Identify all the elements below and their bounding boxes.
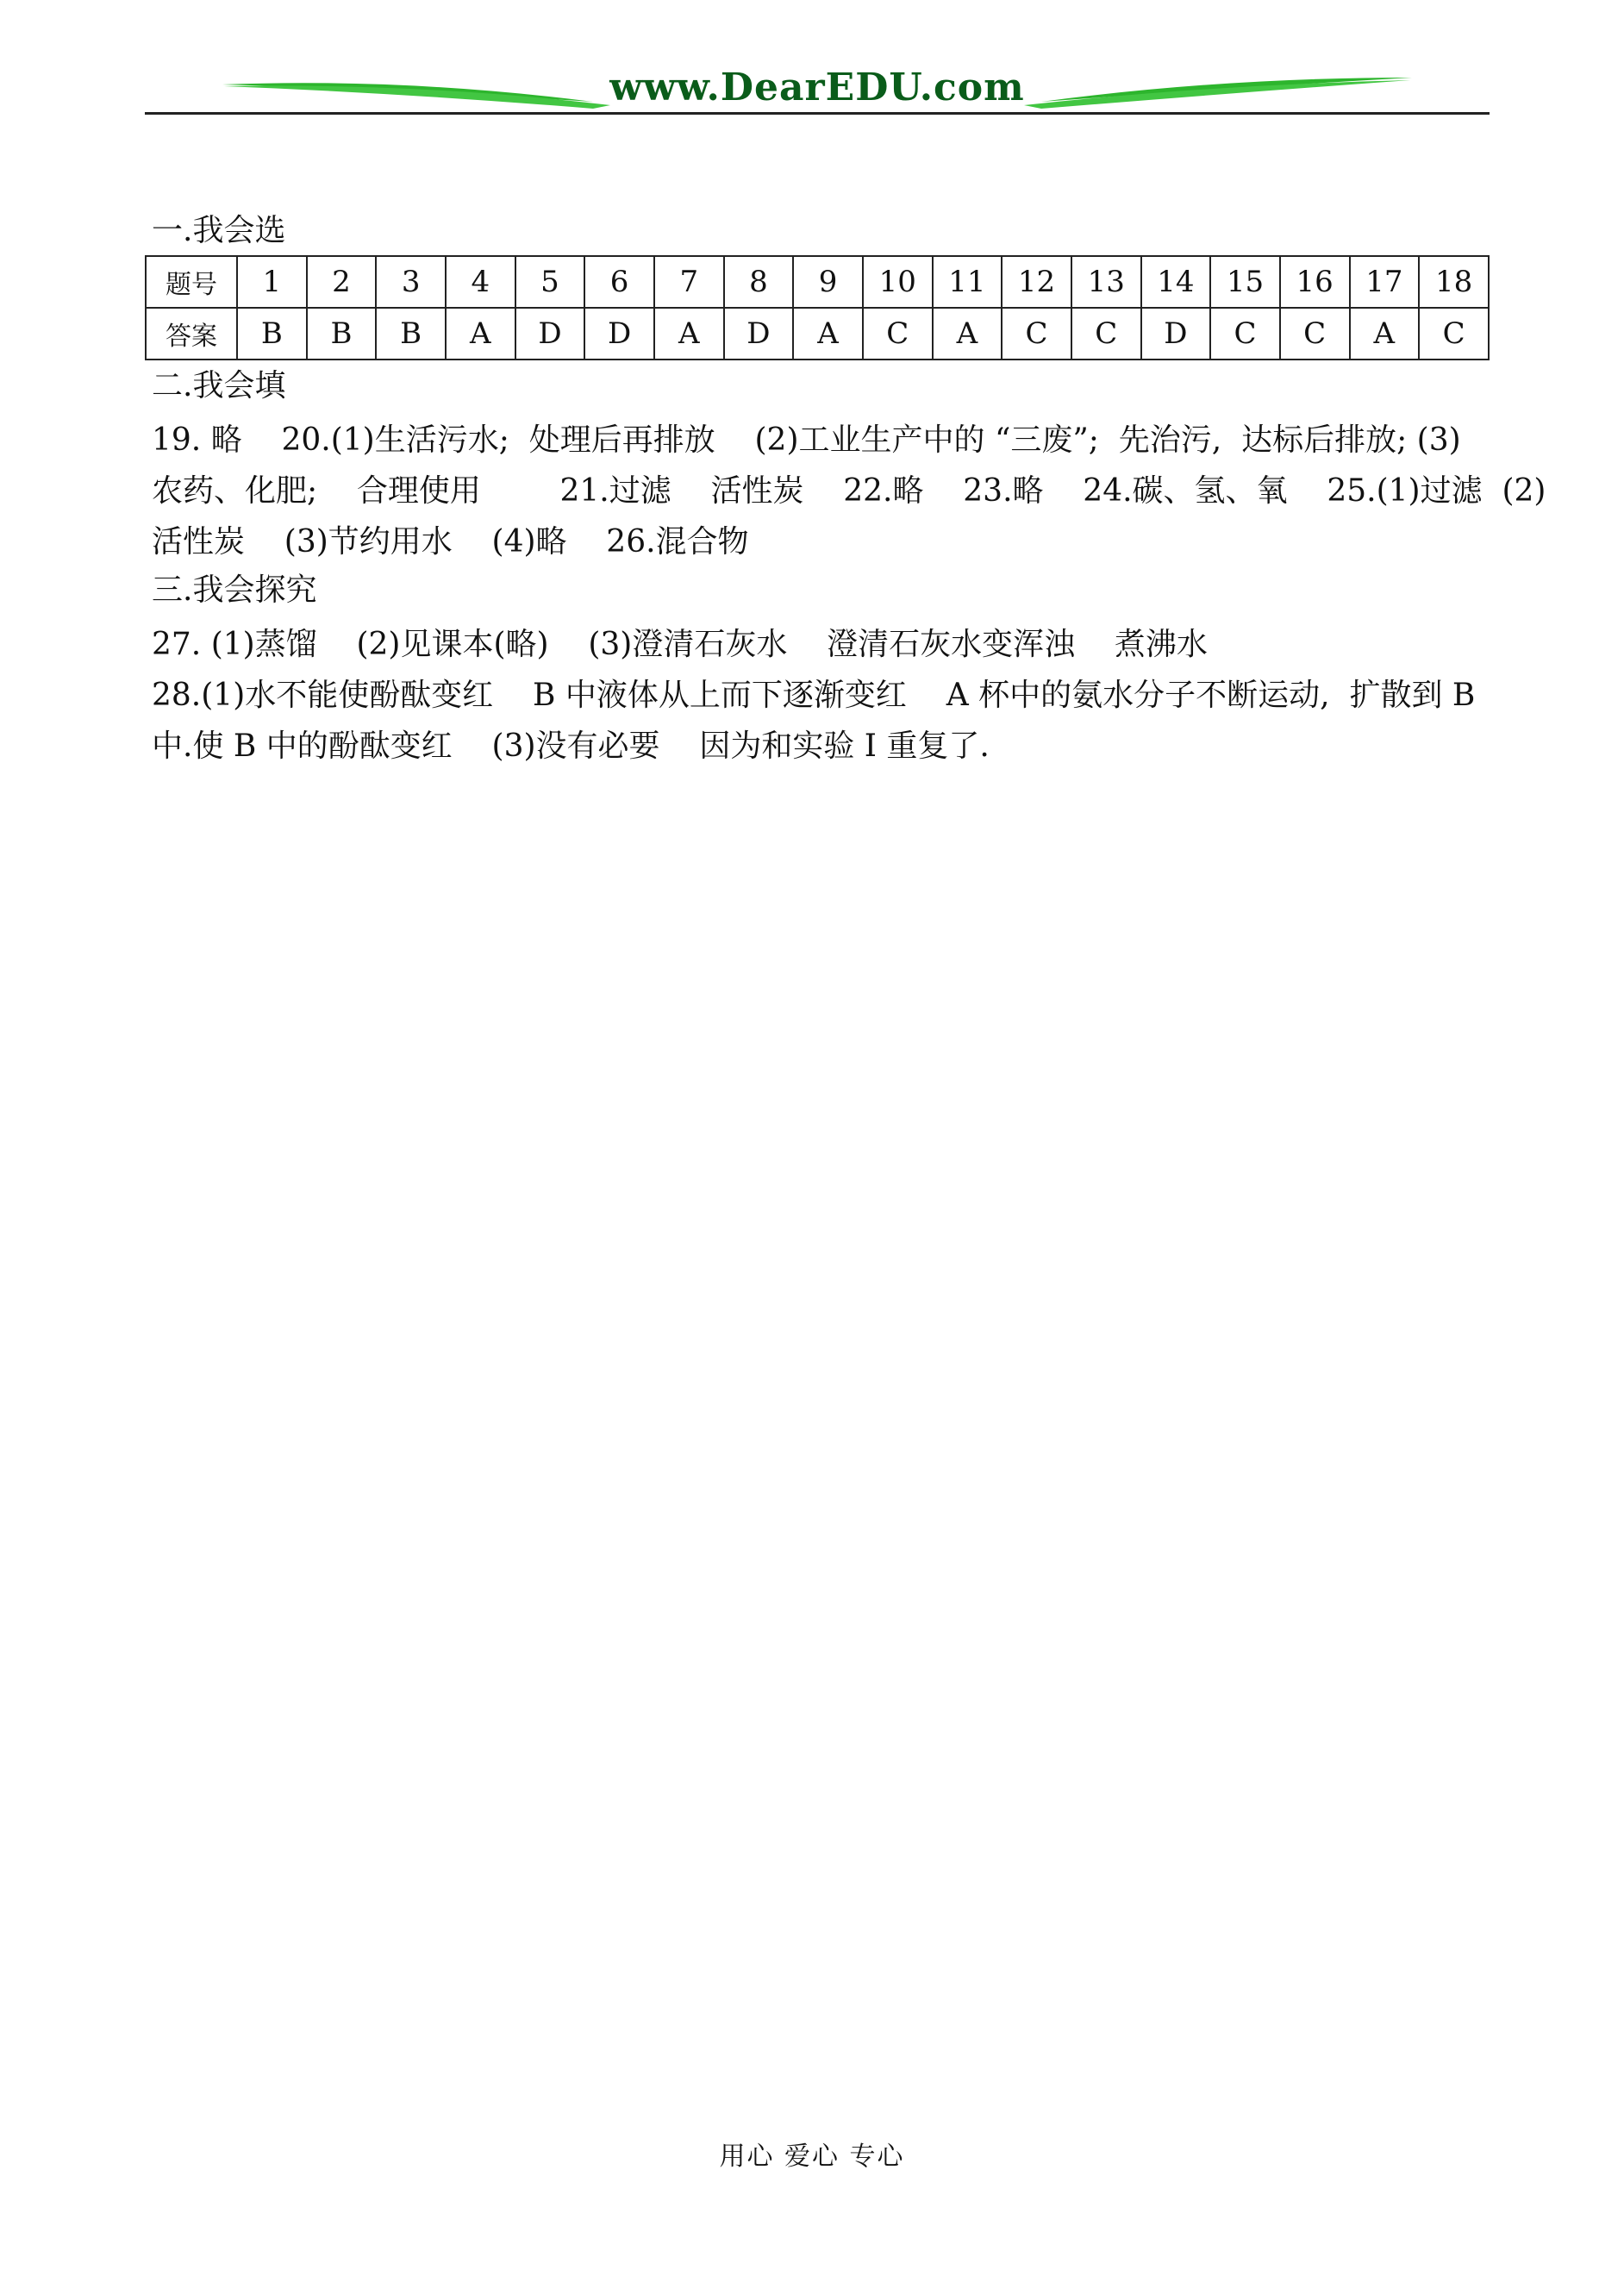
answer-cell: A (1350, 308, 1420, 360)
header-divider (145, 112, 1490, 115)
answer-cell: C (1280, 308, 1350, 360)
question-number-cell: 3 (376, 256, 446, 308)
text-line: 28.(1)水不能使酚酞变红 B 中液体从上而下逐渐变红 A 杯中的氨水分子不断运动, 扩散到 B (152, 678, 1476, 713)
text-line: 活性炭 (3)节约用水 (4)略 26.混合物 (152, 524, 749, 560)
question-number-cell: 14 (1141, 256, 1211, 308)
header-banner (145, 52, 1490, 138)
question-number-cell: 9 (793, 256, 863, 308)
question-number-cell: 5 (515, 256, 585, 308)
table-row-numbers (146, 256, 1489, 308)
answer-cell: B (307, 308, 377, 360)
answer-cell: B (237, 308, 307, 360)
question-number-cell: 7 (654, 256, 724, 308)
section-heading-fill: 二.我会填 (152, 368, 286, 403)
explore-answers-block (152, 619, 1496, 772)
answer-table (145, 255, 1490, 360)
question-number-cell: 4 (446, 256, 515, 308)
text-line: 27. (1)蒸馏 (2)见课本(略) (3)澄清石灰水 澄清石灰水变浑浊 煮沸水 (152, 627, 1208, 662)
question-number-cell: 8 (724, 256, 794, 308)
question-number-cell: 13 (1071, 256, 1141, 308)
question-number-cell: 18 (1419, 256, 1489, 308)
answer-cell: C (1210, 308, 1280, 360)
site-title: www.DearEDU.com (609, 66, 1025, 109)
question-number-cell: 17 (1350, 256, 1420, 308)
question-number-cell: 10 (863, 256, 933, 308)
question-number-cell: 12 (1002, 256, 1071, 308)
question-number-cell: 15 (1210, 256, 1280, 308)
answer-cell: A (446, 308, 515, 360)
answer-cell: A (793, 308, 863, 360)
answer-cell: C (1419, 308, 1489, 360)
answer-cell: C (1002, 308, 1071, 360)
answer-cell: A (654, 308, 724, 360)
question-number-cell: 6 (584, 256, 654, 308)
answer-cell: D (515, 308, 585, 360)
question-number-cell: 2 (307, 256, 377, 308)
answer-cell: C (1071, 308, 1141, 360)
answer-cell: D (724, 308, 794, 360)
fill-answers-block (152, 415, 1546, 567)
row-label-number: 题号 (146, 256, 237, 308)
text-line: 农药、化肥; 合理使用 21.过滤 活性炭 22.略 23.略 24.碳、氢、氧 25.(1)过滤 (2) (152, 473, 1546, 509)
text-line: 中.使 B 中的酚酞变红 (3)没有必要 因为和实验 I 重复了. (152, 729, 990, 764)
question-number-cell: 11 (933, 256, 1003, 308)
answer-cell: C (863, 308, 933, 360)
question-number-cell: 1 (237, 256, 307, 308)
answer-cell: D (1141, 308, 1211, 360)
answer-cell: D (584, 308, 654, 360)
question-number-cell: 16 (1280, 256, 1350, 308)
text-line: 19. 略 20.(1)生活污水; 处理后再排放 (2)工业生产中的 “三废”; 先治污, 达标后排放; (3) (152, 422, 1461, 458)
section-heading-choose: 一.我会选 (152, 213, 286, 248)
page-footer: 用心 爱心 专心 (719, 2142, 905, 2172)
answer-cell: A (933, 308, 1003, 360)
row-label-answer: 答案 (146, 308, 237, 360)
answer-cell: B (376, 308, 446, 360)
section-heading-explore: 三.我会探究 (152, 572, 317, 608)
table-row-answers (146, 308, 1489, 360)
